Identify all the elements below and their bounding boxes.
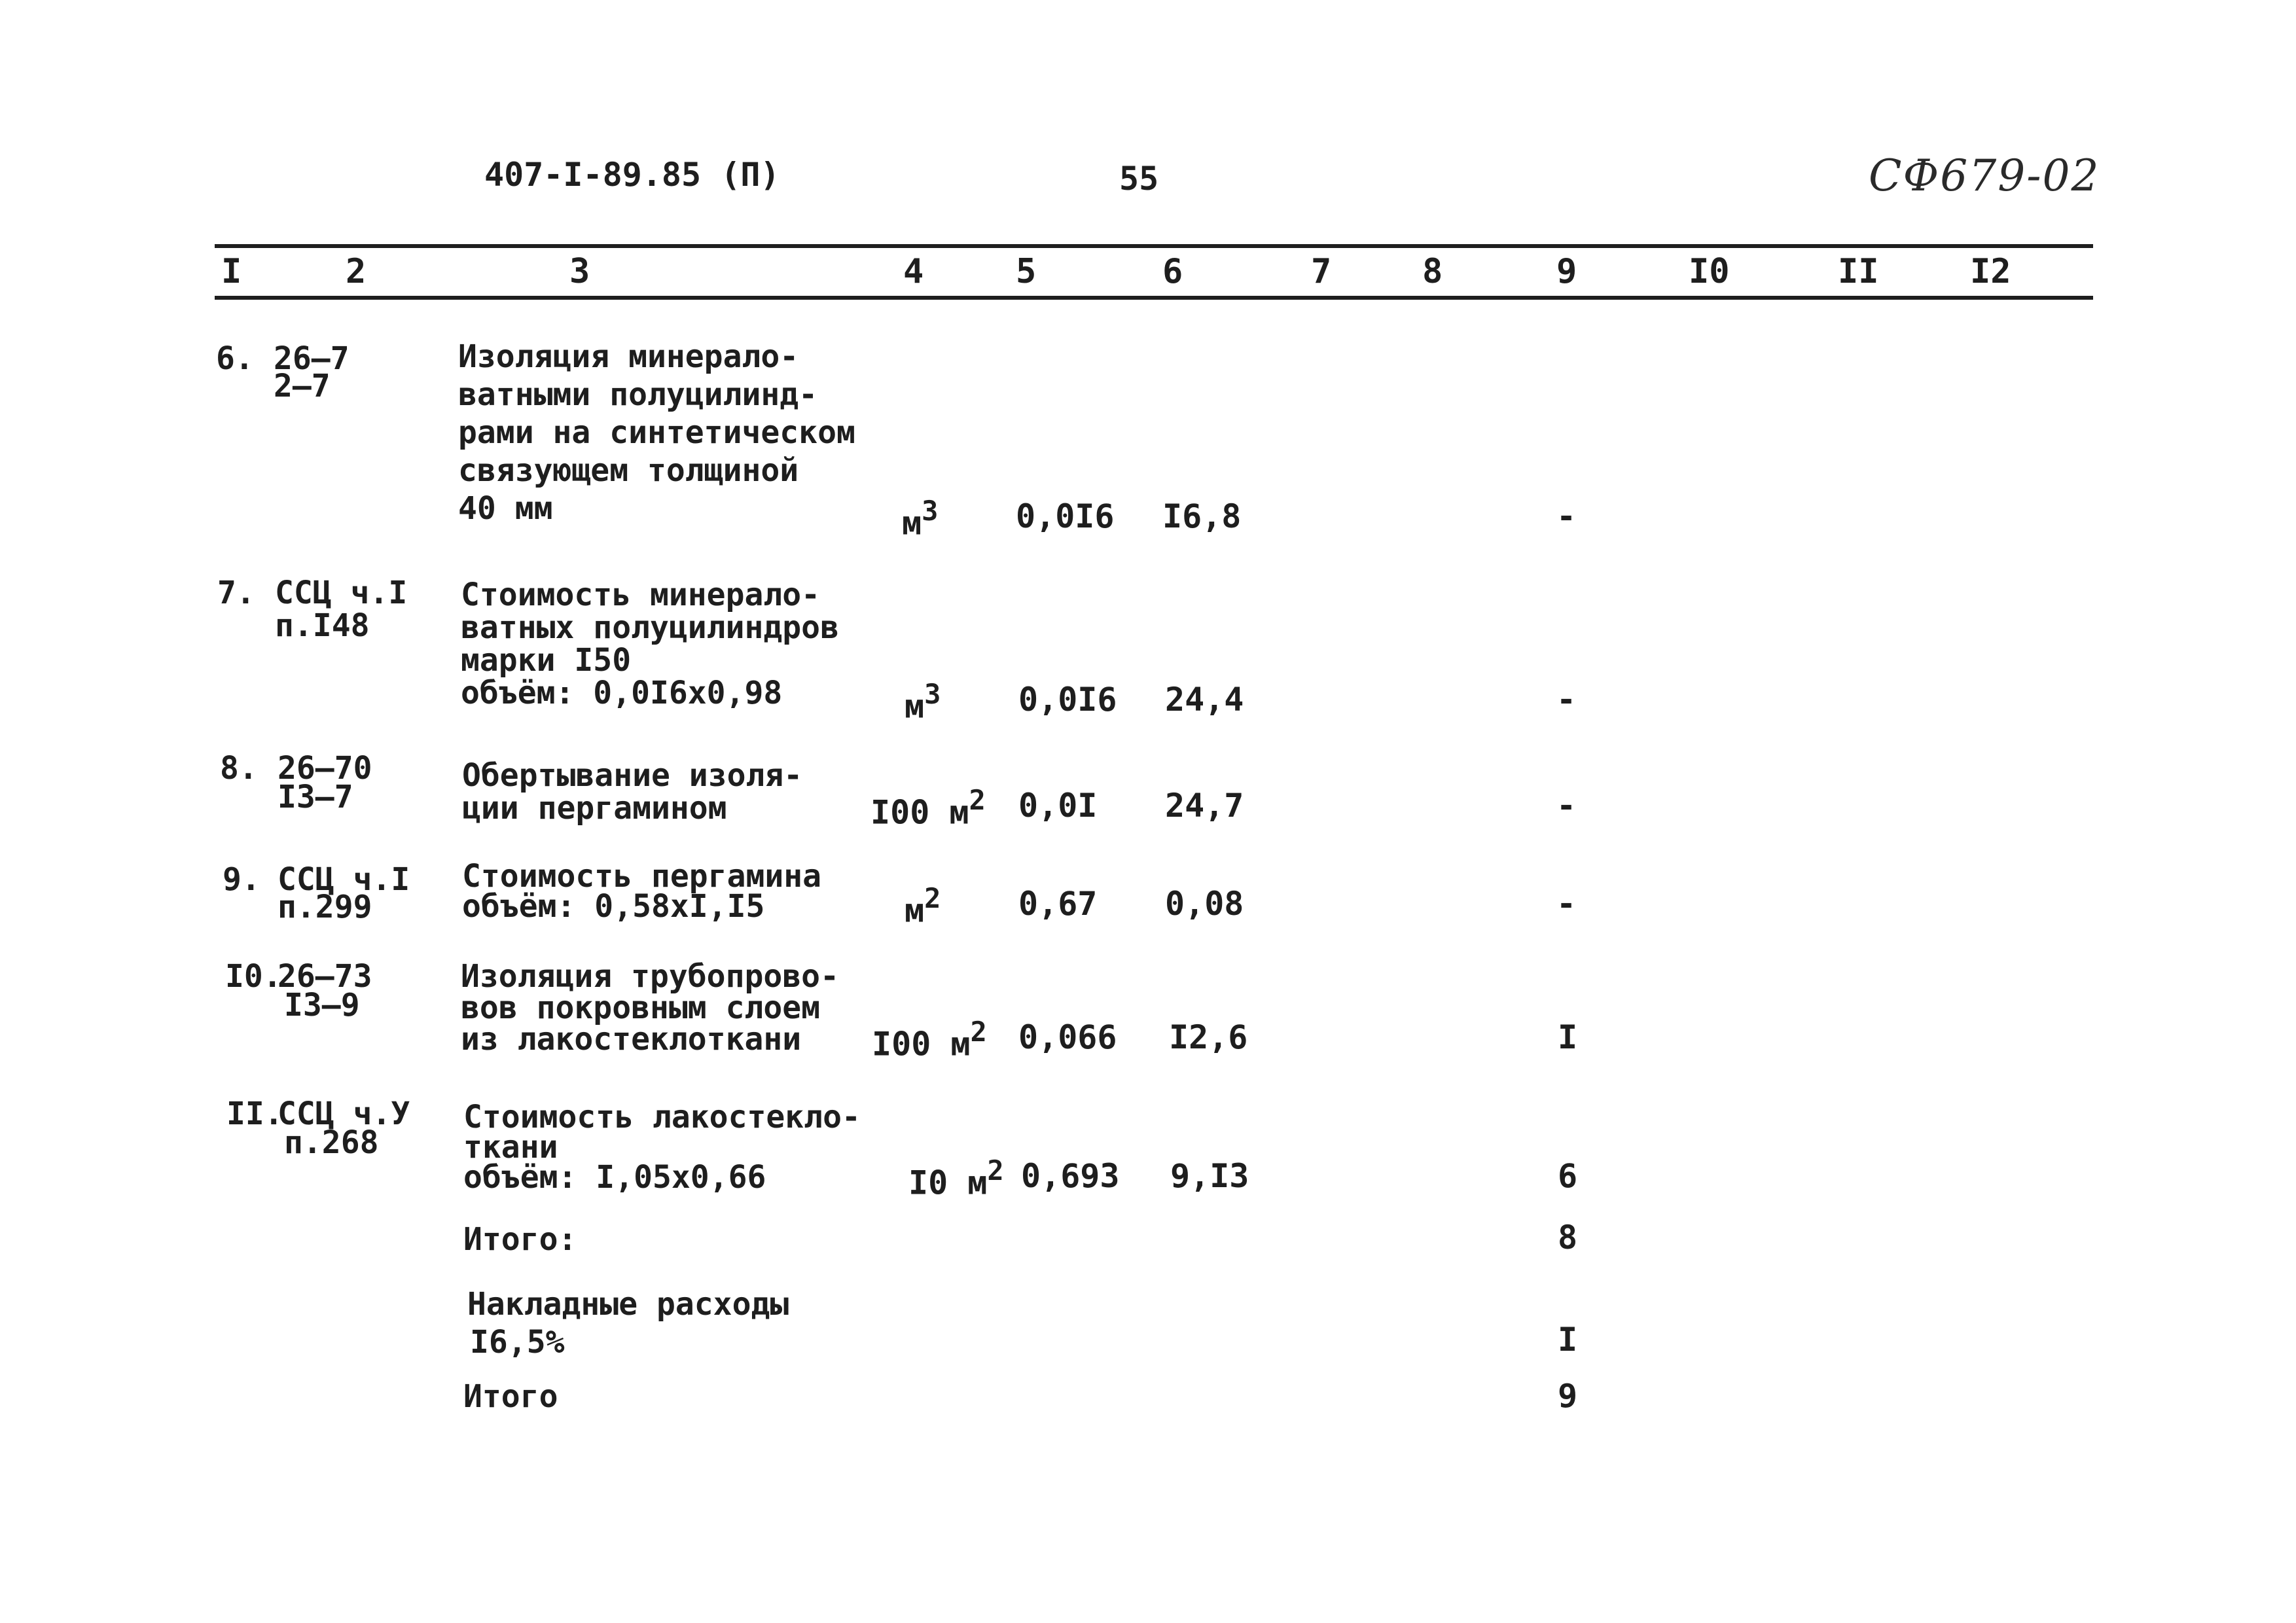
row-number: II. xyxy=(226,1096,283,1132)
row-quantity: 0,693 xyxy=(1021,1157,1120,1195)
row-col9: - xyxy=(1556,497,1577,535)
header-rule-top xyxy=(215,244,2093,248)
row-quantity: 0,0I xyxy=(1018,787,1098,825)
row-price: 9,I3 xyxy=(1170,1157,1249,1195)
row-number: 8. xyxy=(220,750,258,787)
column-number: 9 xyxy=(1556,252,1577,291)
row-unit: I00 $м^2$ xyxy=(870,784,986,832)
overhead-label: Накладные расходы I6,5% xyxy=(467,1286,789,1361)
row-reference: 26–7 2–7 xyxy=(274,340,350,404)
row-reference: 26–73 I3–9 xyxy=(278,958,372,1024)
row-reference: ССЦ ч.I п.299 xyxy=(278,861,410,925)
row-unit: $м^3$ xyxy=(902,495,939,543)
row-number: 7. xyxy=(217,575,255,611)
row-number: 9. xyxy=(223,861,260,898)
column-number: 5 xyxy=(1016,252,1037,291)
row-price: I6,8 xyxy=(1162,497,1242,535)
row-number: 6. xyxy=(216,340,254,377)
column-number: 6 xyxy=(1162,252,1183,291)
column-number: I2 xyxy=(1970,252,2011,291)
column-number: I xyxy=(221,252,242,291)
column-number: II xyxy=(1838,252,1879,291)
row-col9: - xyxy=(1556,681,1577,719)
row-unit: $м^3$ xyxy=(905,678,941,726)
row-name: Изоляция минерало- ватными полуцилинд- рами на синтетическом связующем толщиной 40 мм xyxy=(458,338,855,527)
row-number: I0. xyxy=(225,958,282,995)
row-col9: 6 xyxy=(1558,1157,1578,1195)
row-unit: I0 $м^2$ xyxy=(908,1154,1004,1202)
row-name: Изоляция трубопрово- вов покровным слоем из лакостеклоткани xyxy=(461,958,839,1058)
row-quantity: 0,67 xyxy=(1018,885,1098,923)
row-price: 24,7 xyxy=(1165,787,1244,825)
column-number: 4 xyxy=(903,252,924,291)
column-number: 8 xyxy=(1422,252,1443,291)
row-reference: ССЦ ч.У п.268 xyxy=(278,1096,410,1161)
row-name: Стоимость лакостекло- ткани объём: I,05x0,66 xyxy=(463,1099,861,1196)
row-col9: - xyxy=(1556,885,1577,923)
row-quantity: 0,0I6 xyxy=(1016,497,1115,535)
row-unit: I00 $м^2$ xyxy=(872,1016,987,1063)
row-name: Стоимость пергамина объём: 0,58xI,I5 xyxy=(462,858,822,925)
row-price: 0,08 xyxy=(1165,885,1244,923)
subtotal-value: 8 xyxy=(1558,1219,1578,1257)
row-name: Стоимость минерало- ватных полуцилиндров марки I50 объём: 0,0I6x0,98 xyxy=(461,577,839,711)
subtotal-label: Итого: xyxy=(463,1221,577,1258)
header-rule-bottom xyxy=(215,296,2093,300)
column-number: 2 xyxy=(346,252,367,291)
page-number: 55 xyxy=(1119,160,1159,198)
column-number: 3 xyxy=(569,252,590,291)
grand-total-label: Итого xyxy=(463,1378,558,1415)
row-unit: $м^2$ xyxy=(905,882,941,930)
row-reference: 26–70 I3–7 xyxy=(278,750,372,815)
grand-total-value: 9 xyxy=(1558,1377,1578,1415)
row-reference: ССЦ ч.I п.I48 xyxy=(275,575,408,644)
handwritten-signature: СФ679-02 xyxy=(1869,151,2100,201)
row-col9: I xyxy=(1558,1018,1578,1056)
overhead-value: I xyxy=(1558,1321,1578,1359)
row-name: Обертывание изоля- ции пергамином xyxy=(462,757,803,827)
document-code: 407-I-89.85 (П) xyxy=(484,156,780,194)
column-number: 7 xyxy=(1311,252,1332,291)
row-price: 24,4 xyxy=(1165,681,1244,719)
row-col9: - xyxy=(1556,787,1577,825)
row-quantity: 0,066 xyxy=(1018,1018,1117,1056)
row-quantity: 0,0I6 xyxy=(1018,681,1117,719)
row-price: I2,6 xyxy=(1169,1018,1248,1056)
column-number: I0 xyxy=(1689,252,1730,291)
